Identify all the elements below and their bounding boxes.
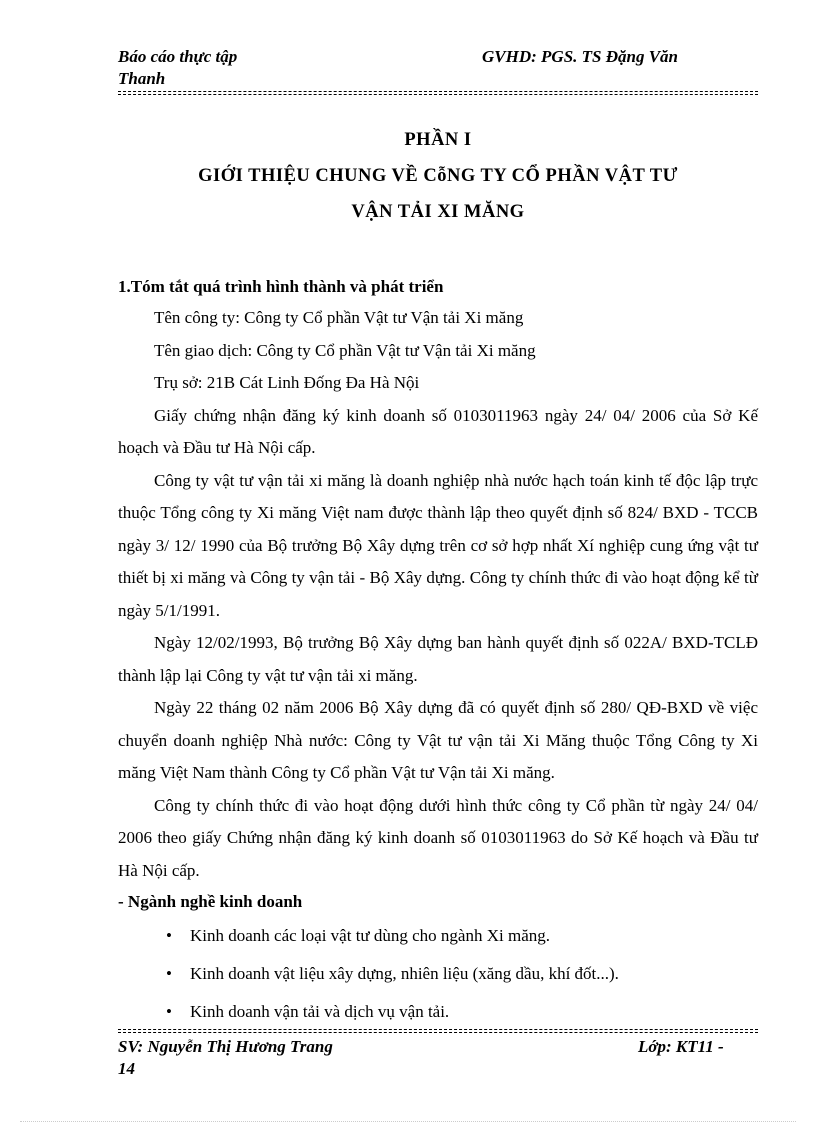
page-edge-dots (20, 1121, 796, 1122)
footer-student: SV: Nguyễn Thị Hương Trang (118, 1037, 333, 1056)
company-name-line: Tên công ty: Công ty Cổ phần Vật tư Vận tải Xi măng (154, 308, 524, 327)
paragraph-company-history: Công ty vật tư vận tải xi măng là doanh nghiệp nhà nước hạch toán kinh tế độc lập trực thuộc Tổng công ty Xi măng Việt nam được thành lập theo quyết định số 824/ BXD - TCCB ngày 3/ 12/ 1990 của Bộ trưởng Bộ Xây dựng trên cơ sở hợp nhất Xí nghiệp cung ứng vật tư thiết bị xi măng và Công ty vận tải - Bộ Xây dựng. Công ty chính thức đi vào hoạt động kể từ ngày 5/1/1991. (118, 470, 758, 620)
paragraph-official-start: Công ty chính thức đi vào hoạt động dưới hình thức công ty Cổ phần từ ngày 24/ 04/ 2006 theo giấy Chứng nhận đăng ký kinh doanh số 0103011963 do Sở Kế hoạch và Đầu tư Hà Nội cấp. (118, 795, 758, 880)
header-advisor: GVHD: PGS. TS Đặng Văn (482, 47, 679, 66)
business-heading: - Ngành nghề kinh doanh (118, 892, 303, 911)
list-item (118, 993, 758, 1031)
footer-class-continuation: 14 (118, 1059, 135, 1078)
paragraph-license: Giấy chứng nhận đăng ký kinh doanh số 0103011963 ngày 24/ 04/ 2006 của Sở Kế hoạch và Đầu tư Hà Nội cấp. (118, 405, 758, 457)
footer-divider-2 (118, 1029, 758, 1030)
bullet-icon: • (166, 1002, 172, 1021)
chapter-title-line-1: GIỚI THIỆU CHUNG VỀ CỗNG TY CỔ PHẦN VẬT TƯ (198, 166, 678, 186)
page-body (118, 272, 758, 1031)
paragraph-2006: Ngày 22 tháng 02 năm 2006 Bộ Xây dựng đã có quyết định số 280/ QĐ-BXD về việc chuyển doanh nghiệp Nhà nước: Công ty Vật tư vận tải Xi Măng thuộc Tổng Công ty Xi măng Việt Nam thành Công ty Cổ phần Vật tư Vận tải Xi măng. (118, 698, 758, 782)
bullet-icon: • (166, 926, 172, 945)
footer-class: Lớp: KT11 - (638, 1037, 724, 1056)
section-heading: 1.Tóm tắt quá trình hình thành và phát triển (118, 277, 444, 296)
list-item-text: Kinh doanh vật liệu xây dựng, nhiên liệu (xăng dầu, khí đốt...). (190, 964, 619, 983)
bullet-icon: • (166, 964, 172, 983)
business-list (118, 917, 758, 1031)
trade-name-line: Tên giao dịch: Công ty Cổ phần Vật tư Vận tải Xi măng (154, 340, 536, 360)
list-item (118, 955, 758, 993)
part-title: PHẦN I (404, 130, 472, 150)
header-divider (118, 91, 758, 92)
header-advisor-continuation: Thanh (118, 69, 166, 88)
paragraph-1993: Ngày 12/02/1993, Bộ trưởng Bộ Xây dựng ban hành quyết định số 022A/ BXD-TCLĐ thành lập lại Công ty vật tư vận tải xi măng. (118, 633, 758, 685)
head-office-line: Trụ sở: 21B Cát Linh Đống Đa Hà Nội (154, 373, 420, 392)
list-item-text: Kinh doanh các loại vật tư dùng cho ngành Xi măng. (190, 926, 550, 945)
chapter-title-line-2: VẬN TẢI XI MĂNG (351, 202, 525, 222)
header-divider-2 (118, 94, 758, 95)
footer-divider (118, 1032, 758, 1033)
list-item (118, 917, 758, 955)
header-report-label: Báo cáo thực tập (118, 47, 238, 66)
list-item-text: Kinh doanh vận tải và dịch vụ vận tải. (190, 1002, 450, 1021)
